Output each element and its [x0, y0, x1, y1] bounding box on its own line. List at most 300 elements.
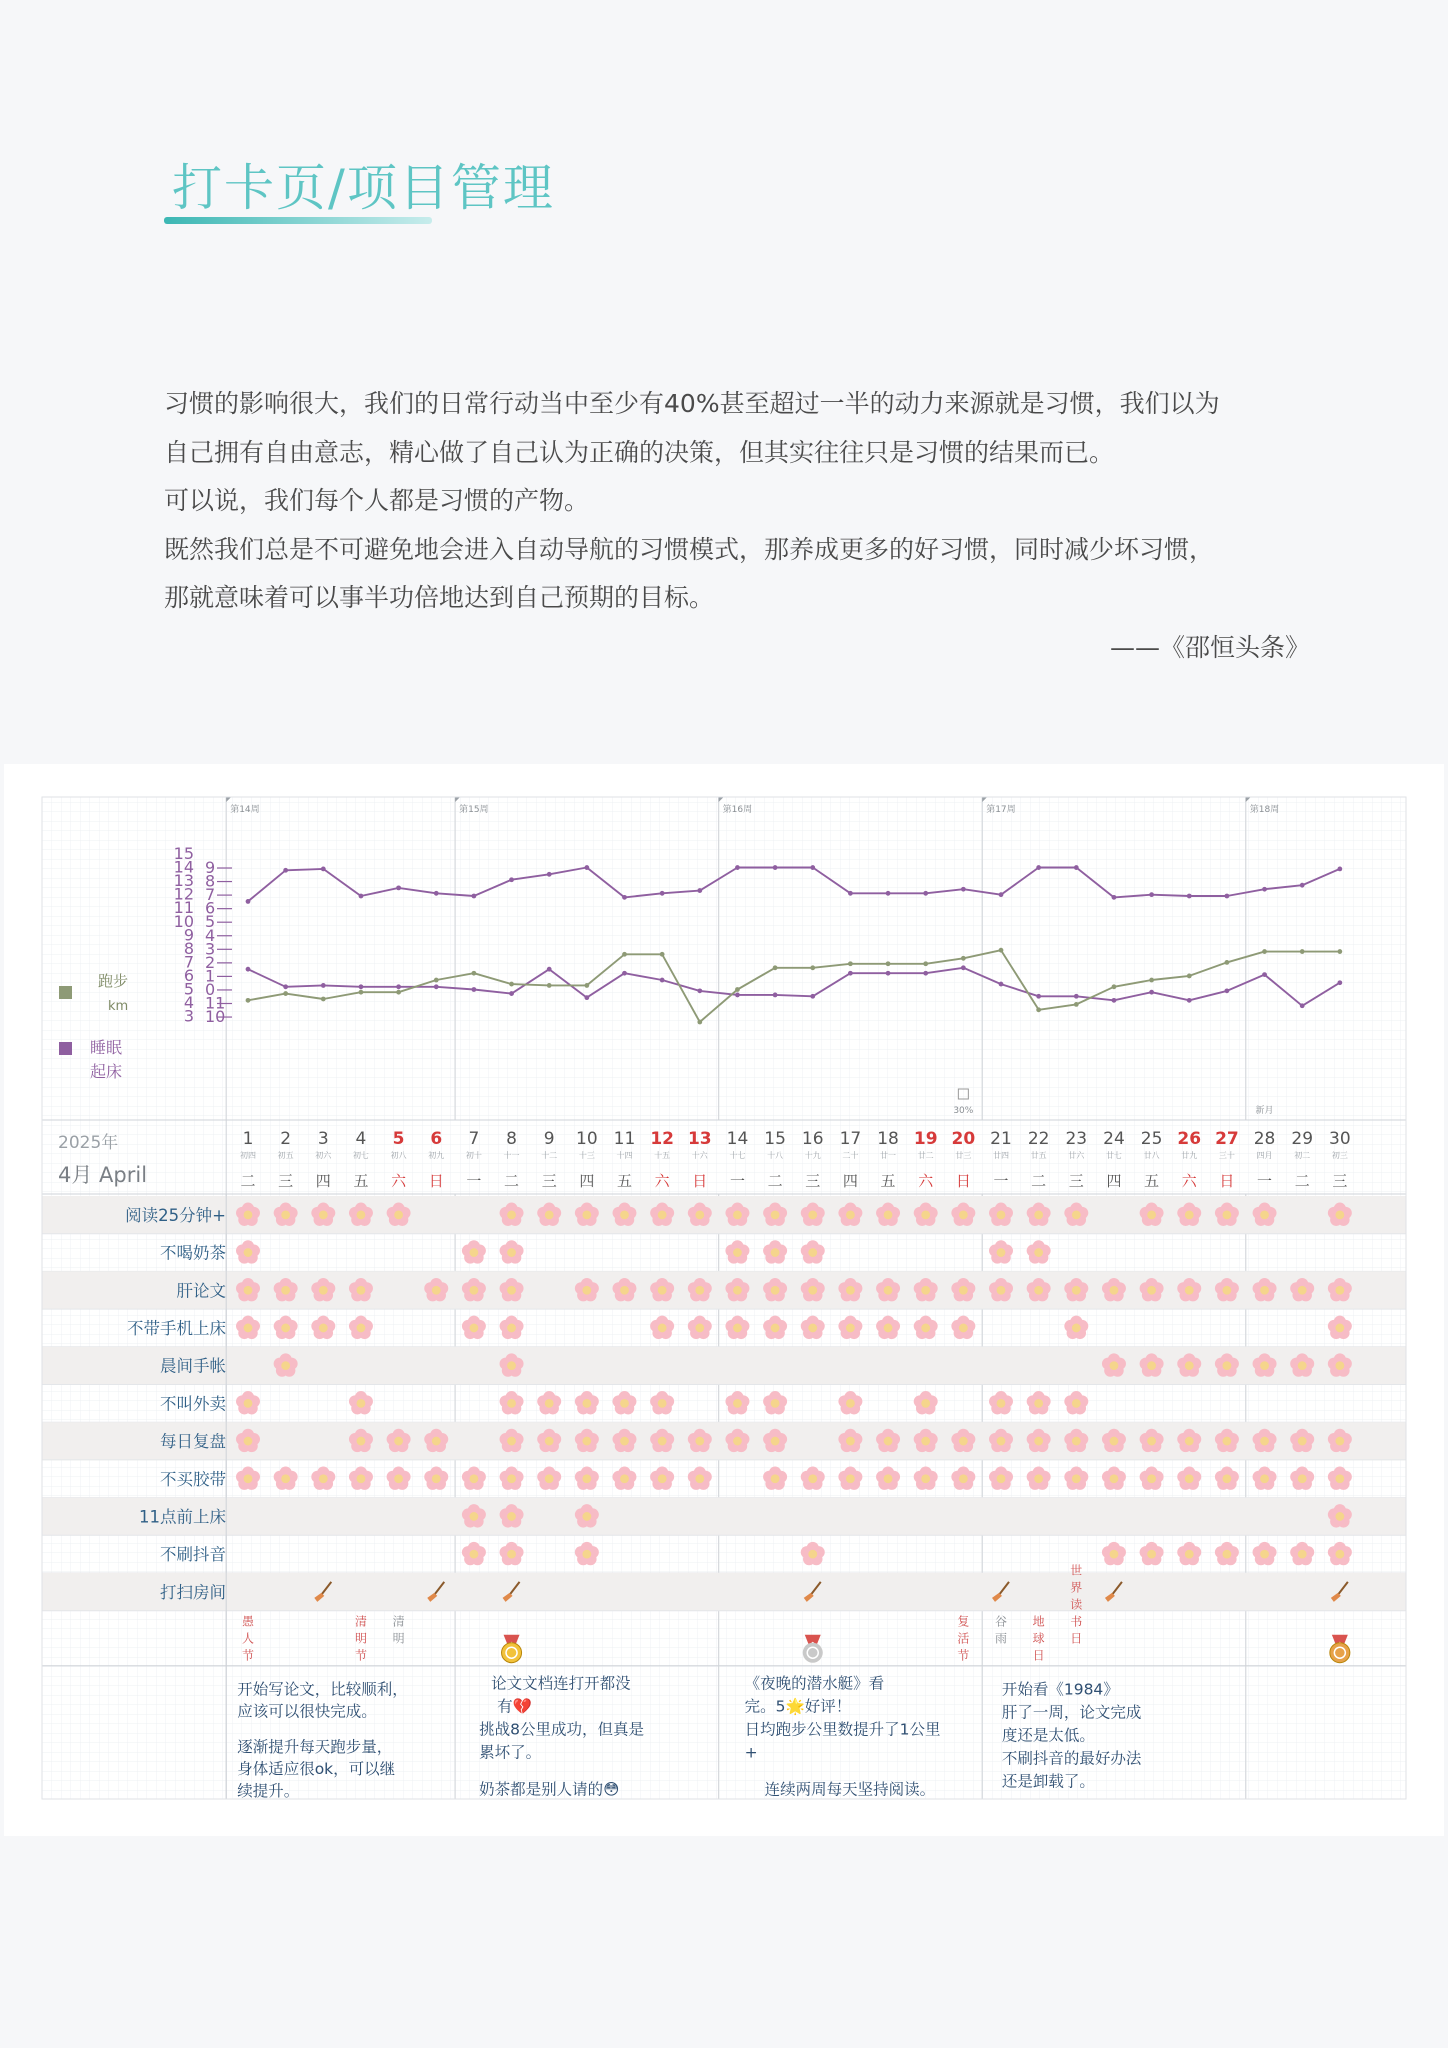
flower-center — [507, 1248, 516, 1257]
intro-line: 习惯的影响很大，我们的日常行动当中至少有40%甚至超过一半的动力来源就是习惯，我们以为 — [164, 389, 1220, 418]
flower-center — [357, 1437, 366, 1446]
data-point — [1112, 984, 1117, 989]
weekday-label: 日 — [955, 1172, 971, 1190]
flower-center — [582, 1474, 591, 1483]
habit-name: 阅读25分钟+ — [125, 1205, 226, 1225]
flower-center — [846, 1437, 855, 1446]
data-point — [246, 899, 251, 904]
flower-center — [1260, 1361, 1269, 1370]
intro-line: 可以说，我们每个人都是习惯的产物。 — [164, 486, 590, 515]
day-number: 24 — [1103, 1129, 1125, 1149]
flower-center — [733, 1248, 742, 1257]
flower-center — [1110, 1361, 1119, 1370]
weekday-label: 二 — [1031, 1172, 1047, 1190]
gold-medal-icon — [502, 1643, 522, 1663]
weekday-label: 四 — [315, 1172, 331, 1190]
flower-center — [357, 1286, 366, 1295]
data-point — [321, 983, 326, 988]
flower-center — [1185, 1361, 1194, 1370]
lunar-date: 十七 — [729, 1151, 746, 1160]
flower-center — [1335, 1286, 1344, 1295]
flower-center — [1185, 1286, 1194, 1295]
day-number: 2 — [280, 1129, 292, 1149]
flower-center — [1147, 1361, 1156, 1370]
habit-name: 晨间手帐 — [160, 1356, 226, 1376]
legend-run-label: 跑步 — [98, 972, 129, 990]
habit-name: 每日复盘 — [160, 1432, 226, 1452]
lunar-date: 廿三 — [955, 1151, 972, 1160]
data-point — [961, 965, 966, 970]
flower-center — [470, 1550, 479, 1559]
flower-center — [357, 1210, 366, 1219]
legend-run-unit: km — [108, 999, 129, 1014]
flower-center — [244, 1324, 253, 1333]
bronze-medal-icon — [1330, 1643, 1350, 1663]
data-point — [547, 872, 552, 877]
lunar-date: 十八 — [767, 1151, 784, 1160]
weekday-label: 三 — [1068, 1172, 1084, 1190]
day-number: 23 — [1065, 1129, 1088, 1149]
flower-center — [1110, 1550, 1119, 1559]
data-point — [509, 991, 514, 996]
data-point — [246, 967, 251, 972]
day-number: 9 — [543, 1129, 555, 1149]
flower-center — [1223, 1361, 1232, 1370]
flower-center — [959, 1324, 968, 1333]
weekday-label: 五 — [880, 1172, 896, 1190]
day-number: 4 — [355, 1129, 367, 1149]
flower-center — [1335, 1474, 1344, 1483]
month-label: 4月 April — [58, 1163, 148, 1187]
weekday-label: 六 — [654, 1172, 670, 1190]
note-line: 肝了一周，论文完成 — [1001, 1703, 1142, 1722]
flower-center — [1110, 1437, 1119, 1446]
holiday-label: 地 — [1032, 1614, 1045, 1629]
data-point — [735, 987, 740, 992]
habit-tracker — [4, 764, 1444, 1836]
note-line: 挑战8公里成功，但真是 — [479, 1720, 644, 1739]
data-point — [886, 891, 891, 896]
data-point — [622, 971, 627, 976]
moon-phase-label: 新月 — [1255, 1106, 1274, 1116]
holiday-label: 读 — [1070, 1597, 1083, 1612]
flower-center — [846, 1474, 855, 1483]
flower-center — [1072, 1210, 1081, 1219]
day-number: 17 — [839, 1129, 862, 1149]
weekday-label: 一 — [466, 1172, 482, 1190]
data-point — [622, 952, 627, 957]
flower-center — [771, 1437, 780, 1446]
weekday-label: 五 — [353, 1172, 369, 1190]
flower-center — [1335, 1512, 1344, 1521]
data-point — [697, 988, 702, 993]
note-line: 论文文档连打开都没 — [491, 1674, 631, 1693]
data-point — [1187, 974, 1192, 979]
flower-center — [620, 1399, 629, 1408]
data-point — [509, 877, 514, 882]
note-line: 有💔 — [497, 1697, 532, 1716]
flower-center — [921, 1210, 930, 1219]
axis-tick-right: 11 — [205, 993, 226, 1013]
holiday-label: 清 — [392, 1614, 405, 1629]
flower-center — [846, 1324, 855, 1333]
lunar-date: 十四 — [616, 1151, 633, 1160]
data-point — [1149, 892, 1154, 897]
flower-center — [507, 1550, 516, 1559]
flower-center — [733, 1286, 742, 1295]
note-line: 日均跑步公里数提升了1公里 — [744, 1720, 941, 1739]
data-point — [773, 993, 778, 998]
flower-center — [432, 1474, 441, 1483]
data-point — [1337, 867, 1342, 872]
flower-center — [394, 1474, 403, 1483]
note-line: 开始看《1984》 — [1001, 1680, 1119, 1699]
habit-name: 不带手机上床 — [127, 1318, 226, 1338]
flower-center — [846, 1286, 855, 1295]
lunar-date: 四月 — [1256, 1151, 1273, 1160]
flower-center — [1335, 1437, 1344, 1446]
lunar-date: 廿五 — [1030, 1151, 1047, 1160]
flower-center — [357, 1399, 366, 1408]
habit-name: 不刷抖音 — [160, 1545, 226, 1565]
axis-tick-left: 5 — [183, 979, 194, 999]
data-point — [396, 984, 401, 989]
note-line: 度还是太低。 — [1001, 1726, 1095, 1745]
habit-name: 11点前上床 — [139, 1507, 226, 1527]
data-point — [660, 891, 665, 896]
flower-center — [319, 1210, 328, 1219]
habit-name: 不买胶带 — [160, 1469, 226, 1489]
flower-center — [1260, 1550, 1269, 1559]
data-point — [1262, 949, 1267, 954]
flower-center — [808, 1550, 817, 1559]
data-point — [359, 990, 364, 995]
holiday-label: 世 — [1070, 1563, 1083, 1578]
habit-row-bg — [42, 1347, 1406, 1385]
day-number: 5 — [392, 1129, 405, 1149]
data-point — [1187, 894, 1192, 899]
flower-center — [884, 1210, 893, 1219]
flower-center — [771, 1399, 780, 1408]
lunar-date: 初七 — [352, 1151, 369, 1160]
data-point — [923, 891, 928, 896]
data-point — [886, 961, 891, 966]
habit-name: 打扫房间 — [160, 1582, 226, 1602]
note-line: 完。5🌟好评！ — [744, 1697, 852, 1716]
data-point — [359, 894, 364, 899]
day-number: 28 — [1253, 1129, 1276, 1149]
flower-center — [1034, 1474, 1043, 1483]
axis-tick-right: 0 — [205, 979, 216, 999]
flower-center — [1335, 1550, 1344, 1559]
data-point — [1036, 1007, 1041, 1012]
flower-center — [959, 1286, 968, 1295]
data-point — [321, 997, 326, 1002]
flower-center — [1298, 1550, 1307, 1559]
quote-source: ——《邵恒头条》 — [1109, 633, 1310, 662]
data-point — [1300, 1003, 1305, 1008]
note-line: 累坏了。 — [479, 1743, 542, 1762]
year-label: 2025年 — [58, 1133, 119, 1153]
data-point — [1074, 865, 1079, 870]
day-number: 12 — [650, 1129, 674, 1149]
lunar-date: 廿四 — [993, 1151, 1009, 1160]
axis-tick-right: 7 — [205, 885, 216, 905]
data-point — [1149, 990, 1154, 995]
intro-line: 既然我们总是不可避免地会进入自动导航的习惯模式，那养成更多的好习惯，同时减少坏习惯， — [164, 534, 1215, 564]
note-line: 应该可以很快完成。 — [237, 1702, 377, 1721]
weekday-label: 四 — [1106, 1172, 1122, 1190]
flower-center — [695, 1324, 704, 1333]
flower-center — [545, 1399, 554, 1408]
legend-sleep-swatch — [59, 1042, 72, 1055]
data-point — [396, 885, 401, 890]
week-label: 第14周 — [230, 805, 260, 815]
flower-center — [281, 1474, 290, 1483]
flower-center — [507, 1324, 516, 1333]
weekday-label: 日 — [428, 1172, 444, 1190]
axis-tick-right: 1 — [205, 966, 216, 986]
axis-tick-right: 3 — [205, 939, 216, 959]
day-number: 29 — [1291, 1129, 1314, 1149]
flower-center — [1034, 1437, 1043, 1446]
weekday-label: 三 — [1332, 1172, 1348, 1190]
flower-center — [1185, 1210, 1194, 1219]
weekday-label: 三 — [278, 1172, 294, 1190]
week-label: 第16周 — [722, 805, 753, 815]
lunar-date: 初八 — [390, 1151, 407, 1160]
lunar-date: 廿九 — [1181, 1151, 1198, 1160]
axis-tick-left: 4 — [183, 993, 194, 1013]
flower-center — [997, 1437, 1006, 1446]
flower-center — [808, 1286, 817, 1295]
note-line: 还是卸载了。 — [1001, 1772, 1095, 1791]
flower-center — [808, 1324, 817, 1333]
flower-center — [658, 1437, 667, 1446]
axis-tick-right: 9 — [205, 858, 216, 877]
flower-center — [507, 1437, 516, 1446]
lunar-date: 廿六 — [1068, 1151, 1085, 1160]
day-number: 22 — [1027, 1129, 1050, 1149]
note-line: + — [744, 1743, 758, 1762]
data-point — [283, 991, 288, 996]
flower-center — [921, 1437, 930, 1446]
flower-center — [582, 1512, 591, 1521]
flower-center — [507, 1210, 516, 1219]
flower-center — [582, 1210, 591, 1219]
flower-center — [620, 1210, 629, 1219]
data-point — [1337, 949, 1342, 954]
data-point — [660, 978, 665, 983]
flower-center — [1260, 1474, 1269, 1483]
flower-center — [1110, 1286, 1119, 1295]
flower-center — [884, 1437, 893, 1446]
flower-center — [1034, 1248, 1043, 1257]
data-point — [961, 887, 966, 892]
holiday-label: 明 — [354, 1631, 367, 1646]
flower-center — [432, 1286, 441, 1295]
weekday-label: 四 — [579, 1172, 595, 1190]
weekday-label: 一 — [1257, 1172, 1273, 1190]
axis-tick-left: 7 — [183, 952, 194, 972]
holiday-label: 雨 — [994, 1631, 1008, 1646]
data-point — [434, 984, 439, 989]
flower-center — [1185, 1550, 1194, 1559]
data-point — [1112, 998, 1117, 1003]
axis-tick-right: 2 — [205, 952, 216, 972]
data-point — [735, 993, 740, 998]
lunar-date: 初二 — [1294, 1151, 1311, 1160]
data-point — [697, 888, 702, 893]
flower-center — [1072, 1324, 1081, 1333]
data-point — [509, 982, 514, 987]
flower-center — [1147, 1437, 1156, 1446]
data-point — [359, 984, 364, 989]
note-line: 开始写论文，比较顺利， — [237, 1680, 408, 1699]
day-number: 8 — [506, 1129, 517, 1149]
data-point — [584, 983, 589, 988]
data-point — [283, 984, 288, 989]
day-number: 11 — [613, 1129, 636, 1149]
flower-center — [319, 1324, 328, 1333]
holiday-label: 明 — [392, 1631, 405, 1646]
habit-name: 不叫外卖 — [160, 1394, 226, 1414]
data-point — [1300, 883, 1305, 888]
flower-center — [695, 1210, 704, 1219]
flower-center — [582, 1437, 591, 1446]
flower-center — [1298, 1474, 1307, 1483]
day-number: 20 — [951, 1129, 976, 1149]
flower-center — [507, 1361, 516, 1370]
flower-center — [733, 1399, 742, 1408]
flower-center — [507, 1399, 516, 1408]
axis-tick-right: 5 — [205, 912, 216, 932]
data-point — [283, 868, 288, 873]
flower-center — [733, 1437, 742, 1446]
data-point — [622, 895, 627, 900]
axis-tick-left: 3 — [183, 1006, 194, 1026]
flower-center — [1034, 1210, 1043, 1219]
holiday-label: 节 — [241, 1648, 255, 1663]
flower-center — [470, 1286, 479, 1295]
flower-center — [771, 1324, 780, 1333]
flower-center — [1260, 1286, 1269, 1295]
data-point — [1337, 980, 1342, 985]
data-point — [848, 971, 853, 976]
day-number: 3 — [317, 1129, 329, 1149]
day-number: 6 — [430, 1129, 443, 1149]
legend-wake-label: 起床 — [90, 1062, 123, 1081]
data-point — [1225, 988, 1230, 993]
day-number: 1 — [242, 1129, 254, 1149]
flower-center — [1223, 1210, 1232, 1219]
flower-center — [997, 1474, 1006, 1483]
flower-center — [959, 1437, 968, 1446]
data-point — [472, 894, 477, 899]
moon-phase-label: 30% — [953, 1106, 974, 1116]
flower-center — [244, 1437, 253, 1446]
day-number: 16 — [801, 1129, 824, 1149]
day-number: 30 — [1329, 1129, 1351, 1149]
flower-center — [959, 1474, 968, 1483]
lunar-date: 十三 — [578, 1151, 595, 1160]
weekday-label: 二 — [504, 1172, 520, 1190]
data-point — [999, 982, 1004, 987]
flower-center — [1072, 1437, 1081, 1446]
flower-center — [921, 1286, 930, 1295]
weekday-label: 六 — [391, 1172, 407, 1190]
weekday-label: 日 — [1219, 1172, 1235, 1190]
flower-center — [1072, 1474, 1081, 1483]
axis-tick-left: 15 — [173, 844, 194, 863]
note-line: 续提升。 — [237, 1781, 300, 1800]
intro-line: 那就意味着可以事半功倍地达到自己预期的目标。 — [164, 583, 715, 612]
lunar-date: 初四 — [240, 1151, 256, 1160]
axis-tick-right: 4 — [205, 925, 216, 945]
flower-center — [244, 1210, 253, 1219]
data-point — [1074, 994, 1079, 999]
data-point — [848, 961, 853, 966]
flower-center — [884, 1324, 893, 1333]
data-point — [923, 971, 928, 976]
holiday-label: 清 — [354, 1614, 367, 1629]
lunar-date: 初九 — [428, 1151, 445, 1160]
tracker-canvas — [4, 764, 1444, 1836]
weekday-label: 三 — [805, 1172, 821, 1190]
axis-tick-right: 6 — [205, 898, 216, 918]
holiday-label: 节 — [354, 1648, 367, 1663]
lunar-date: 廿二 — [917, 1151, 934, 1160]
axis-tick-left: 10 — [173, 911, 194, 931]
data-point — [1262, 972, 1267, 977]
lunar-date: 初五 — [277, 1151, 294, 1160]
flower-center — [1034, 1399, 1043, 1408]
flower-center — [1034, 1286, 1043, 1295]
legend-sleep-label: 睡眠 — [90, 1038, 123, 1057]
day-number: 15 — [764, 1129, 786, 1149]
flower-center — [884, 1474, 893, 1483]
flower-center — [771, 1474, 780, 1483]
day-number: 14 — [726, 1129, 749, 1149]
lunar-date: 十一 — [503, 1151, 520, 1160]
lunar-date: 二十 — [842, 1151, 859, 1160]
data-point — [1187, 998, 1192, 1003]
holiday-label: 球 — [1032, 1631, 1045, 1646]
flower-center — [1185, 1474, 1194, 1483]
flower-center — [357, 1474, 366, 1483]
flower-center — [620, 1437, 629, 1446]
axis-tick-left: 12 — [173, 884, 194, 904]
flower-center — [432, 1437, 441, 1446]
flower-center — [658, 1399, 667, 1408]
habit-row-bg — [42, 1573, 1406, 1611]
flower-center — [1147, 1210, 1156, 1219]
flower-center — [470, 1512, 479, 1521]
data-point — [1112, 895, 1117, 900]
flower-center — [1298, 1437, 1307, 1446]
data-point — [1225, 894, 1230, 899]
flower-center — [997, 1210, 1006, 1219]
note-line: 奶茶都是别人请的😳 — [479, 1780, 620, 1799]
data-point — [810, 865, 815, 870]
data-point — [547, 983, 552, 988]
lunar-date: 廿一 — [880, 1151, 897, 1160]
data-point — [1074, 1002, 1079, 1007]
note-line: 《夜晚的潜水艇》看 — [744, 1674, 885, 1693]
note-line: 身体适应很ok，可以继 — [237, 1759, 396, 1778]
axis-tick-left: 14 — [173, 857, 194, 877]
data-point — [735, 865, 740, 870]
